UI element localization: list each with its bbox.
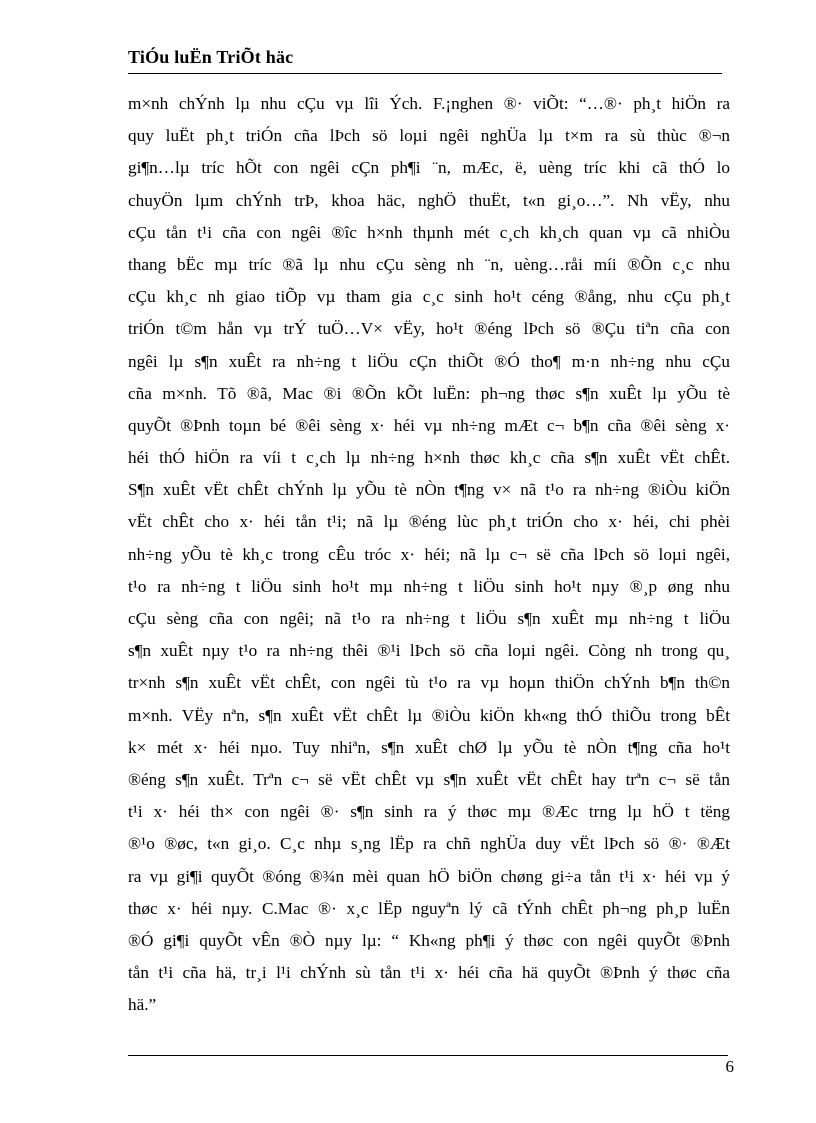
body-line: s¶n xuÊt nµy t¹o ra nh÷ng thêi ®¹i lÞch sö cña loµi ngêi. Còng nh trong qu¸ (128, 641, 730, 661)
body-line: ngêi lµ s¶n xuÊt ra nh÷ng t liÖu cÇn thiÕt ®Ó tho¶ m·n nh÷ng nhu cÇu (128, 351, 730, 371)
body-line: chuyÖn lµm chÝnh trÞ, khoa häc, nghÖ thuËt, t«n gi¸o…”. Nh vËy, nhu (128, 190, 730, 210)
body-line: ra vµ gi¶i quyÕt ®óng ®¾n mèi quan hÖ biÖn chøng gi÷a tån t¹i x· héi vµ ý (128, 866, 730, 886)
body-line: cÇu sèng cña con ngêi; nã t¹o ra nh÷ng t liÖu s¶n xuÊt mµ nh÷ng t liÖu (128, 609, 730, 628)
body-line: ®¹o ®øc, t«n gi¸o. C¸c nhµ s¸ng lËp ra chñ nghÜa duy vËt lÞch sö ®· ®Æt (128, 834, 730, 854)
body-line: thøc x· héi nµy. C.Mac ®· x¸c lËp nguyªn lý cã tÝnh chÊt ph¬ng ph¸p luËn (128, 898, 730, 918)
body-line: t¹o ra nh÷ng t liÖu sinh ho¹t mµ nh÷ng t liÖu sinh ho¹t nµy ®¸p øng nhu (128, 576, 730, 596)
body-line: quy luËt ph¸t triÓn cña lÞch sö loµi ngêi nghÜa lµ t×m ra sù thùc ®¬n (128, 126, 730, 146)
body-line: cña m×nh. Tõ ®ã, Mac ®i ®Õn kÕt luËn: ph¬ng thøc s¶n xuÊt lµ yÕu tè (128, 383, 730, 403)
body-line: gi¶n…lµ tríc hÕt con ngêi cÇn ph¶i ¨n, mÆc, ë, uèng tríc khi cã thÓ lo (128, 158, 730, 178)
body-line: t¹i x· héi th× con ngêi ®· s¶n sinh ra ý thøc mµ ®Æc trng lµ hÖ t tëng (128, 802, 730, 822)
body-line: héi thÓ hiÖn ra víi t c¸ch lµ nh÷ng h×nh thøc kh¸c cña s¶n xuÊt vËt chÊt. (128, 448, 730, 468)
body-line: hä.” (128, 995, 157, 1015)
page-number: 6 (725, 1057, 734, 1076)
body-line: S¶n xuÊt vËt chÊt chÝnh lµ yÕu tè nÒn t¶ng v× nã t¹o ra nh÷ng ®iÒu kiÖn (128, 480, 730, 500)
body-line: cÇu tån t¹i cña con ngêi ®îc h×nh thµnh mét c¸ch kh¸ch quan vµ cã nhiÒu (128, 222, 730, 242)
running-header-title: TiÓu luËn TriÕt häc (128, 47, 294, 67)
body-line: tr×nh s¶n xuÊt vËt chÊt, con ngêi tù t¹o ra vµ hoµn thiÖn chÝnh b¶n th©n (128, 673, 730, 693)
body-line: ®Ó gi¶i quyÕt vÊn ®Ò nµy lµ: “ Kh«ng ph¶i ý thøc con ngêi quyÕt ®Þnh (128, 930, 730, 950)
body-line: tån t¹i cña hä, tr¸i l¹i chÝnh sù tån t¹i x· héi cña hä quyÕt ®Þnh ý thøc cña (128, 963, 730, 983)
body-line: triÓn t©m hån vµ trÝ tuÖ…V× vËy, ho¹t ®éng lÞch sö ®Çu tiªn cña con (128, 319, 730, 339)
footer-divider (128, 1055, 728, 1056)
body-line: nh÷ng yÕu tè kh¸c trong cÊu tróc x· héi; nã lµ c¬ së cña lÞch sö loµi ngêi, (128, 544, 730, 564)
body-text (128, 88, 730, 1021)
header-divider (128, 73, 722, 74)
body-line: vËt chÊt cho x· héi tån t¹i; nã lµ ®éng lùc ph¸t triÓn cho x· héi, chi phèi (128, 512, 730, 532)
body-line: thang bËc mµ tríc ®ã lµ nhu cÇu sèng nh ¨n, uèng…råi míi ®Õn c¸c nhu (128, 254, 730, 274)
body-line: ®éng s¶n xuÊt. Trªn c¬ së vËt chÊt vµ s¶n xuÊt vËt chÊt hay trªn c¬ së tån (128, 769, 730, 789)
body-line: m×nh. VËy nªn, s¶n xuÊt vËt chÊt lµ ®iÒu kiÖn kh«ng thÓ thiÕu trong bÊt (128, 705, 730, 725)
body-line: cÇu kh¸c nh giao tiÕp vµ tham gia c¸c sinh ho¹t céng ®ång, nhu cÇu ph¸t (128, 287, 730, 307)
body-line: quyÕt ®Þnh toµn bé ®êi sèng x· héi vµ nh÷ng mÆt c¬ b¶n cña ®êi sèng x· (128, 415, 730, 435)
body-line: m×nh chÝnh lµ nhu cÇu vµ lîi Ých. F.¡nghen ®· viÕt: “…®· ph¸t hiÖn ra (128, 94, 730, 113)
body-line: k× mét x· héi nµo. Tuy nhiªn, s¶n xuÊt chØ lµ yÕu tè nÒn t¶ng cña ho¹t (128, 737, 730, 757)
